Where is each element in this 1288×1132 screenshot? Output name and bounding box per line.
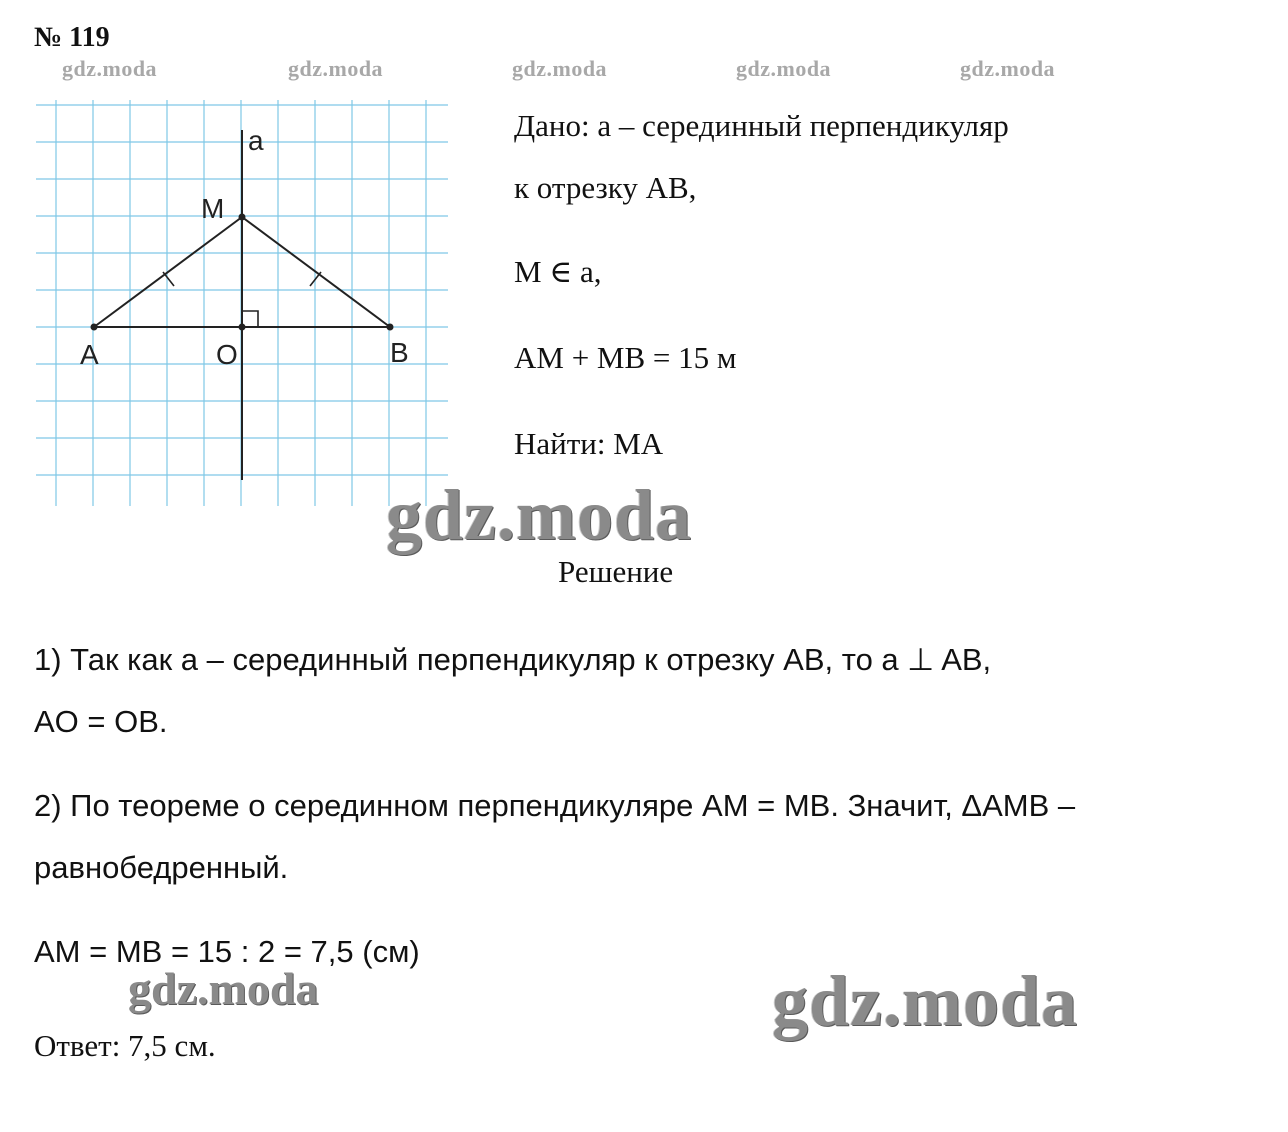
label-point-a: A (80, 339, 99, 370)
given-line-1: Дано: a – серединный перпендикуляр (514, 108, 1009, 143)
watermark-center: gdz.moda (386, 475, 693, 555)
solution-step-2-line-2: равнобедренный. (34, 850, 289, 885)
watermark: gdz.moda (960, 56, 1056, 81)
point-m (239, 214, 246, 221)
solution-step-1-line-2: AO = OB. (34, 704, 168, 739)
point-o (239, 324, 246, 331)
solution-calculation: AM = MB = 15 : 2 = 7,5 (см) (34, 934, 420, 969)
point-b (387, 324, 394, 331)
point-a (91, 324, 98, 331)
watermark: gdz.moda (288, 56, 384, 81)
given-line-4: AM + MB = 15 м (514, 340, 737, 375)
solution-step-1-line-1: 1) Так как a – серединный перпендикуляр к отрезку AB, то a ⊥ AB, (34, 642, 992, 677)
answer: Ответ: 7,5 см. (34, 1028, 216, 1063)
solution-step-2-line-1: 2) По теореме о серединном перпендикуляре AM = MB. Значит, ΔAMB – (34, 788, 1076, 823)
watermark: gdz.moda (512, 56, 608, 81)
solution-heading: Решение (558, 554, 674, 589)
label-b: B (390, 337, 409, 368)
geometry-figure (36, 100, 452, 510)
label-a: a (248, 125, 264, 156)
label-m: M (201, 193, 225, 224)
segment-am (94, 217, 242, 327)
label-o: O (216, 339, 238, 370)
watermark: gdz.moda (736, 56, 832, 81)
segment-mb (242, 217, 390, 327)
watermark-bottom-right: gdz.moda (772, 961, 1079, 1041)
problem-number: № 119 (34, 22, 110, 53)
watermark: gdz.moda (62, 56, 158, 81)
tick-mark-am (163, 272, 174, 286)
find-line: Найти: MA (514, 426, 664, 461)
watermark-bottom-left: gdz.moda (128, 963, 319, 1014)
given-line-2: к отрезку AB, (514, 170, 697, 205)
given-line-3: M ∈ a, (514, 254, 602, 289)
